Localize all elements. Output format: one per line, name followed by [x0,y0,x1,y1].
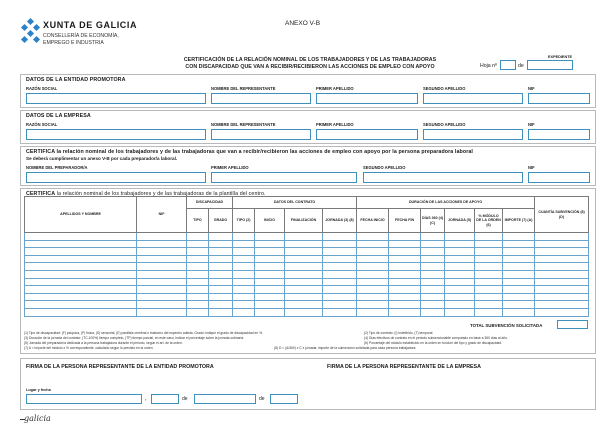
table-cell[interactable] [535,233,589,241]
table-cell[interactable] [475,255,503,263]
plantilla-title-bold: CERTIFICA [26,191,56,197]
promotora-razon-field[interactable] [26,93,206,104]
table-cell[interactable] [357,240,389,248]
table-cell[interactable] [187,270,209,278]
table-cell[interactable] [209,286,233,294]
col-header-nif: NIF [137,197,187,233]
table-cell[interactable] [255,301,285,309]
table-cell[interactable] [421,255,445,263]
expediente-label: EXPEDIENTE [548,55,573,59]
table-cell[interactable] [137,308,187,316]
table-cell[interactable] [187,263,209,271]
table-row [25,248,589,256]
table-cell[interactable] [503,263,535,271]
table-cell[interactable] [137,286,187,294]
preparador-apellido1-label: PRIMER APELLIDO [211,165,249,170]
table-cell[interactable] [535,278,589,286]
table-cell[interactable] [187,308,209,316]
table-cell[interactable] [187,293,209,301]
annex-label: ANEXO V-B [285,20,321,27]
table-cell[interactable] [421,308,445,316]
table-cell[interactable] [255,255,285,263]
table-cell[interactable] [323,278,357,286]
table-cell[interactable] [535,308,589,316]
col-header-tipo-discapacidad: TIPO [187,209,209,233]
empresa-apellido2-field[interactable] [423,129,523,140]
dia-field[interactable] [151,394,179,404]
table-cell[interactable] [209,308,233,316]
table-cell[interactable] [357,233,389,241]
preparador-nombre-field[interactable] [26,172,206,183]
empresa-razon-label: RAZÓN SOCIAL [26,122,58,127]
table-cell[interactable] [445,255,475,263]
table-cell[interactable] [233,240,255,248]
table-cell[interactable] [255,308,285,316]
table-cell[interactable] [445,233,475,241]
preparador-title-rest: la relación nominal de los trabajadores y de las trabajadoras que van a recibir/recibieron las acciones de empleo con apoyo por la persona preparadora laboral [54,149,473,155]
table-cell[interactable] [285,270,323,278]
empresa-section [20,110,596,144]
col-header-cuantia: CUANTÍA SUBVENCIÓN (8) (D) [535,197,589,233]
table-cell[interactable] [187,233,209,241]
table-cell[interactable] [187,301,209,309]
footnote-6: (6) Porcentaje del módulo establecido en la orden en función del tipo y grado de discapacidad. [364,341,503,345]
col-header-inicio: INICIO [255,209,285,233]
table-cell[interactable] [421,233,445,241]
table-cell[interactable] [503,270,535,278]
table-row [25,286,589,294]
table-cell[interactable] [137,240,187,248]
table-cell[interactable] [389,293,421,301]
table-cell[interactable] [255,248,285,256]
table-cell[interactable] [535,255,589,263]
footnote-5: (5) Jornada del preparador/a dedicada a la persona trabajadora durante el periodo, según el art. de la orden. [24,341,183,345]
col-header-jornada-apoyo: JORNADA (5) [445,209,475,233]
dept-line-1: CONSELLERÍA DE ECONOMÍA, [43,33,119,39]
table-row [25,270,589,278]
table-cell[interactable] [357,286,389,294]
table-cell[interactable] [285,233,323,241]
table-cell[interactable] [389,248,421,256]
col-header-tipo-contrato: TIPO (2) [233,209,255,233]
table-cell[interactable] [445,263,475,271]
table-cell[interactable] [25,286,137,294]
table-cell[interactable] [209,255,233,263]
table-cell[interactable] [421,263,445,271]
promotora-apellido1-label: PRIMER APELLIDO [316,86,354,91]
table-cell[interactable] [137,270,187,278]
empresa-nif-field[interactable] [528,129,590,140]
table-cell[interactable] [475,270,503,278]
table-cell[interactable] [255,270,285,278]
empresa-razon-field[interactable] [26,129,206,140]
promotora-section [20,74,596,108]
table-cell[interactable] [285,308,323,316]
table-cell[interactable] [475,286,503,294]
table-cell[interactable] [233,301,255,309]
group-header-contrato: DATOS DEL CONTRATO [233,197,357,209]
promotora-nif-label: NIF [528,86,535,91]
col-header-fecha-inicio: FECHA INICIO [357,209,389,233]
table-cell[interactable] [285,293,323,301]
table-cell[interactable] [137,248,187,256]
table-cell[interactable] [137,255,187,263]
hoja-number-field[interactable] [500,60,516,70]
preparador-apellido2-label: SEGUNDO APELLIDO [363,165,406,170]
table-cell[interactable] [445,278,475,286]
fecha-de-1: de [182,396,188,402]
table-cell[interactable] [137,233,187,241]
table-cell[interactable] [187,278,209,286]
table-cell[interactable] [357,301,389,309]
table-cell[interactable] [137,278,187,286]
total-subvencion-field[interactable] [557,320,588,329]
promotora-apellido2-label: SEGUNDO APELLIDO [423,86,466,91]
empresa-apellido1-label: PRIMER APELLIDO [316,122,354,127]
table-cell[interactable] [503,233,535,241]
footnote-4: (4) Días efectivos de contrato en el periodo subvencionable computado en base a 360 días al año. [364,336,508,340]
table-cell[interactable] [421,240,445,248]
logo-mark-icon [27,18,34,25]
table-cell[interactable] [323,255,357,263]
footnote-1: (1) Tipo de discapacidad: (F) psíquica, (P) física, (S) sensorial, (E) parálisis cerebral o trastorno del espectro autista. Grado: indique el grado de discapacidad en %. [24,331,263,335]
table-cell[interactable] [535,301,589,309]
table-cell[interactable] [323,308,357,316]
promotora-title: DATOS DE LA ENTIDAD PROMOTORA [26,77,126,83]
table-cell[interactable] [25,278,137,286]
table-cell[interactable] [389,308,421,316]
promotora-nif-field[interactable] [528,93,590,104]
table-cell[interactable] [25,248,137,256]
table-cell[interactable] [209,293,233,301]
preparador-nombre-label: NOMBRE DEL PREPARADOR/A [26,165,88,170]
table-cell[interactable] [357,255,389,263]
table-cell[interactable] [209,278,233,286]
table-cell[interactable] [389,286,421,294]
table-cell[interactable] [25,301,137,309]
table-cell[interactable] [233,263,255,271]
table-cell[interactable] [255,240,285,248]
table-cell[interactable] [421,248,445,256]
empresa-representante-field[interactable] [211,129,311,140]
table-row [25,278,589,286]
table-cell[interactable] [323,286,357,294]
table-cell[interactable] [389,255,421,263]
table-cell[interactable] [421,278,445,286]
title-line-1: CERTIFICACIÓN DE LA RELACIÓN NOMINAL DE LOS TRABAJADORES Y DE LAS TRABAJADORAS [183,57,437,63]
table-cell[interactable] [233,248,255,256]
table-cell[interactable] [233,233,255,241]
table-cell[interactable] [357,308,389,316]
table-cell[interactable] [475,308,503,316]
preparador-section [20,146,596,186]
empresa-apellido2-label: SEGUNDO APELLIDO [423,122,466,127]
document-title [160,57,460,71]
table-cell[interactable] [445,248,475,256]
table-cell[interactable] [475,278,503,286]
table-cell[interactable] [389,263,421,271]
table-cell[interactable] [25,270,137,278]
table-cell[interactable] [323,293,357,301]
table-cell[interactable] [503,308,535,316]
table-cell[interactable] [285,255,323,263]
expediente-field[interactable] [527,60,573,70]
promotora-apellido1-field[interactable] [316,93,418,104]
table-cell[interactable] [323,240,357,248]
table-cell[interactable] [255,293,285,301]
col-header-nombre: APELLIDOS Y NOMBRE [25,197,137,233]
table-cell[interactable] [255,263,285,271]
table-cell[interactable] [187,255,209,263]
col-header-dias: DÍAS 360 (4) (C) [421,209,445,233]
total-subvencion-label: TOTAL SUBVENCIÓN SOLICITADA [470,323,543,328]
table-cell[interactable] [209,233,233,241]
table-cell[interactable] [255,233,285,241]
empresa-nif-label: NIF [528,122,535,127]
table-cell[interactable] [445,293,475,301]
table-cell[interactable] [503,293,535,301]
empresa-representante-label: NOMBRE DEL REPRESENTANTE [211,122,276,127]
table-cell[interactable] [535,248,589,256]
table-cell[interactable] [187,286,209,294]
table-row [25,301,589,309]
col-header-fecha-fin: FECHA FIN [389,209,421,233]
empresa-apellido1-field[interactable] [316,129,418,140]
hoja-label: Hoja nº [480,63,497,69]
dept-line-2: EMPREGO E INDUSTRIA [43,40,104,46]
table-cell[interactable] [233,255,255,263]
table-cell[interactable] [421,286,445,294]
table-cell[interactable] [233,293,255,301]
title-line-2: CON DISCAPACIDAD QUE VAN A RECIBIR/RECIBIERON LAS ACCIONES DE EMPLEO CON APOYO [185,64,435,70]
preparador-subtitle: Se deberá cumplimentar un anexo V-B por cada preparador/a laboral. [26,156,178,161]
footnote-8: (8) D = (A/360) x C x jornada; importe de la subvención solicitada para cada persona trabajadora. [274,346,417,350]
fecha-de-2: de [259,396,265,402]
footnote-3: (3) Duración de la jornada del contrato: (TC-100%) tiempo completo, (TP) tiempo parcial, en este caso, indicar el porcentaje sobre la jornada ordinaria. [24,336,245,340]
table-cell[interactable] [475,293,503,301]
table-cell[interactable] [137,293,187,301]
table-cell[interactable] [535,270,589,278]
footnote-7: (7) A = importe del módulo x % correspondiente, calculado según lo previsto en la orden. [24,346,154,350]
lugar-field[interactable] [26,394,142,404]
table-cell[interactable] [285,286,323,294]
table-cell[interactable] [285,248,323,256]
table-cell[interactable] [357,270,389,278]
table-cell[interactable] [357,278,389,286]
table-cell[interactable] [25,233,137,241]
table-cell[interactable] [389,233,421,241]
table-cell[interactable] [25,263,137,271]
table-cell[interactable] [357,293,389,301]
table-cell[interactable] [255,286,285,294]
table-cell[interactable] [137,263,187,271]
table-cell[interactable] [137,301,187,309]
table-cell[interactable] [503,240,535,248]
table-cell[interactable] [445,301,475,309]
table-cell[interactable] [233,270,255,278]
table-cell[interactable] [475,263,503,271]
footer-galicia-logo: galicia [24,414,51,423]
hoja-de-label: de [518,63,524,69]
promotora-representante-label: NOMBRE DEL REPRESENTANTE [211,86,276,91]
table-row [25,233,589,241]
footer-logo-mark-icon [20,419,25,420]
preparador-title [26,149,473,155]
table-cell[interactable] [445,286,475,294]
table-cell[interactable] [25,293,137,301]
table-cell[interactable] [503,286,535,294]
table-cell[interactable] [357,248,389,256]
preparador-nif-field[interactable] [528,172,590,183]
xunta-logo [20,19,42,45]
firmas-section [20,358,596,410]
preparador-apellido2-field[interactable] [363,172,523,183]
table-cell[interactable] [503,248,535,256]
table-cell[interactable] [323,248,357,256]
col-header-modulo: % MÓDULO DE LA ORDEN (6) [475,209,503,233]
table-cell[interactable] [209,240,233,248]
firma-promotora-label: FIRMA DE LA PERSONA REPRESENTANTE DE LA ENTIDAD PROMOTORA [26,364,214,370]
table-cell[interactable] [445,270,475,278]
table-cell[interactable] [25,308,137,316]
table-cell[interactable] [389,301,421,309]
table-cell[interactable] [445,308,475,316]
table-cell[interactable] [323,263,357,271]
table-cell[interactable] [323,233,357,241]
table-cell[interactable] [209,263,233,271]
table-cell[interactable] [357,263,389,271]
table-cell[interactable] [421,301,445,309]
table-cell[interactable] [475,248,503,256]
table-cell[interactable] [503,255,535,263]
table-cell[interactable] [535,263,589,271]
table-cell[interactable] [389,278,421,286]
table-cell[interactable] [535,240,589,248]
preparador-apellido1-field[interactable] [211,172,357,183]
table-cell[interactable] [389,270,421,278]
table-cell[interactable] [285,301,323,309]
table-cell[interactable] [233,308,255,316]
table-cell[interactable] [421,293,445,301]
table-cell[interactable] [445,240,475,248]
promotora-razon-label: RAZÓN SOCIAL [26,86,58,91]
plantilla-title-rest: la relación nominal de los trabajadores y de las trabajadoras de la plantilla del centro. [55,191,266,197]
promotora-representante-field[interactable] [211,93,311,104]
promotora-apellido2-field[interactable] [423,93,523,104]
table-cell[interactable] [503,301,535,309]
table-cell[interactable] [535,286,589,294]
col-header-importe: IMPORTE (7) (A) [503,209,535,233]
group-header-discapacidad: DISCAPACIDAD [187,197,233,209]
table-cell[interactable] [255,278,285,286]
table-row [25,293,589,301]
table-cell[interactable] [25,240,137,248]
table-cell[interactable] [209,270,233,278]
table-cell[interactable] [285,240,323,248]
table-cell[interactable] [475,233,503,241]
table-cell[interactable] [503,278,535,286]
table-row [25,255,589,263]
preparador-nif-label: NIF [528,165,535,170]
table-cell[interactable] [209,301,233,309]
table-cell[interactable] [233,286,255,294]
col-header-grado: GRADO [209,209,233,233]
table-cell[interactable] [323,270,357,278]
table-cell[interactable] [421,270,445,278]
ano-field[interactable] [270,394,298,404]
mes-field[interactable] [194,394,256,404]
col-header-jornada-contrato: JORNADA (3) (8) [323,209,357,233]
lugar-fecha-label: Lugar y fecha [26,388,51,392]
table-cell[interactable] [389,240,421,248]
workers-table [24,196,589,317]
empresa-title: DATOS DE LA EMPRESA [26,113,91,119]
table-cell[interactable] [475,301,503,309]
footnote-2: (2) Tipo de contrato: (I) indefinido, (T) temporal. [364,331,434,335]
table-row [25,263,589,271]
firma-empresa-label: FIRMA DE LA PERSONA REPRESENTANTE DE LA EMPRESA [327,364,481,370]
table-cell[interactable] [25,255,137,263]
preparador-title-bold: CERTIFICA [26,149,55,155]
org-name: XUNTA DE GALICIA [43,20,138,30]
table-cell[interactable] [475,240,503,248]
table-cell[interactable] [187,240,209,248]
table-row [25,308,589,316]
table-cell[interactable] [187,248,209,256]
table-cell[interactable] [209,248,233,256]
group-header-duracion: DURACIÓN DE LAS ACCIONES DE APOYO [357,197,535,209]
table-cell[interactable] [233,278,255,286]
col-header-finalizacion: FINALIZACIÓN [285,209,323,233]
lugar-comma: , [145,396,147,402]
workers-table-body [25,233,589,317]
table-cell[interactable] [323,301,357,309]
table-cell[interactable] [535,293,589,301]
table-row [25,240,589,248]
table-cell[interactable] [285,278,323,286]
table-cell[interactable] [285,263,323,271]
